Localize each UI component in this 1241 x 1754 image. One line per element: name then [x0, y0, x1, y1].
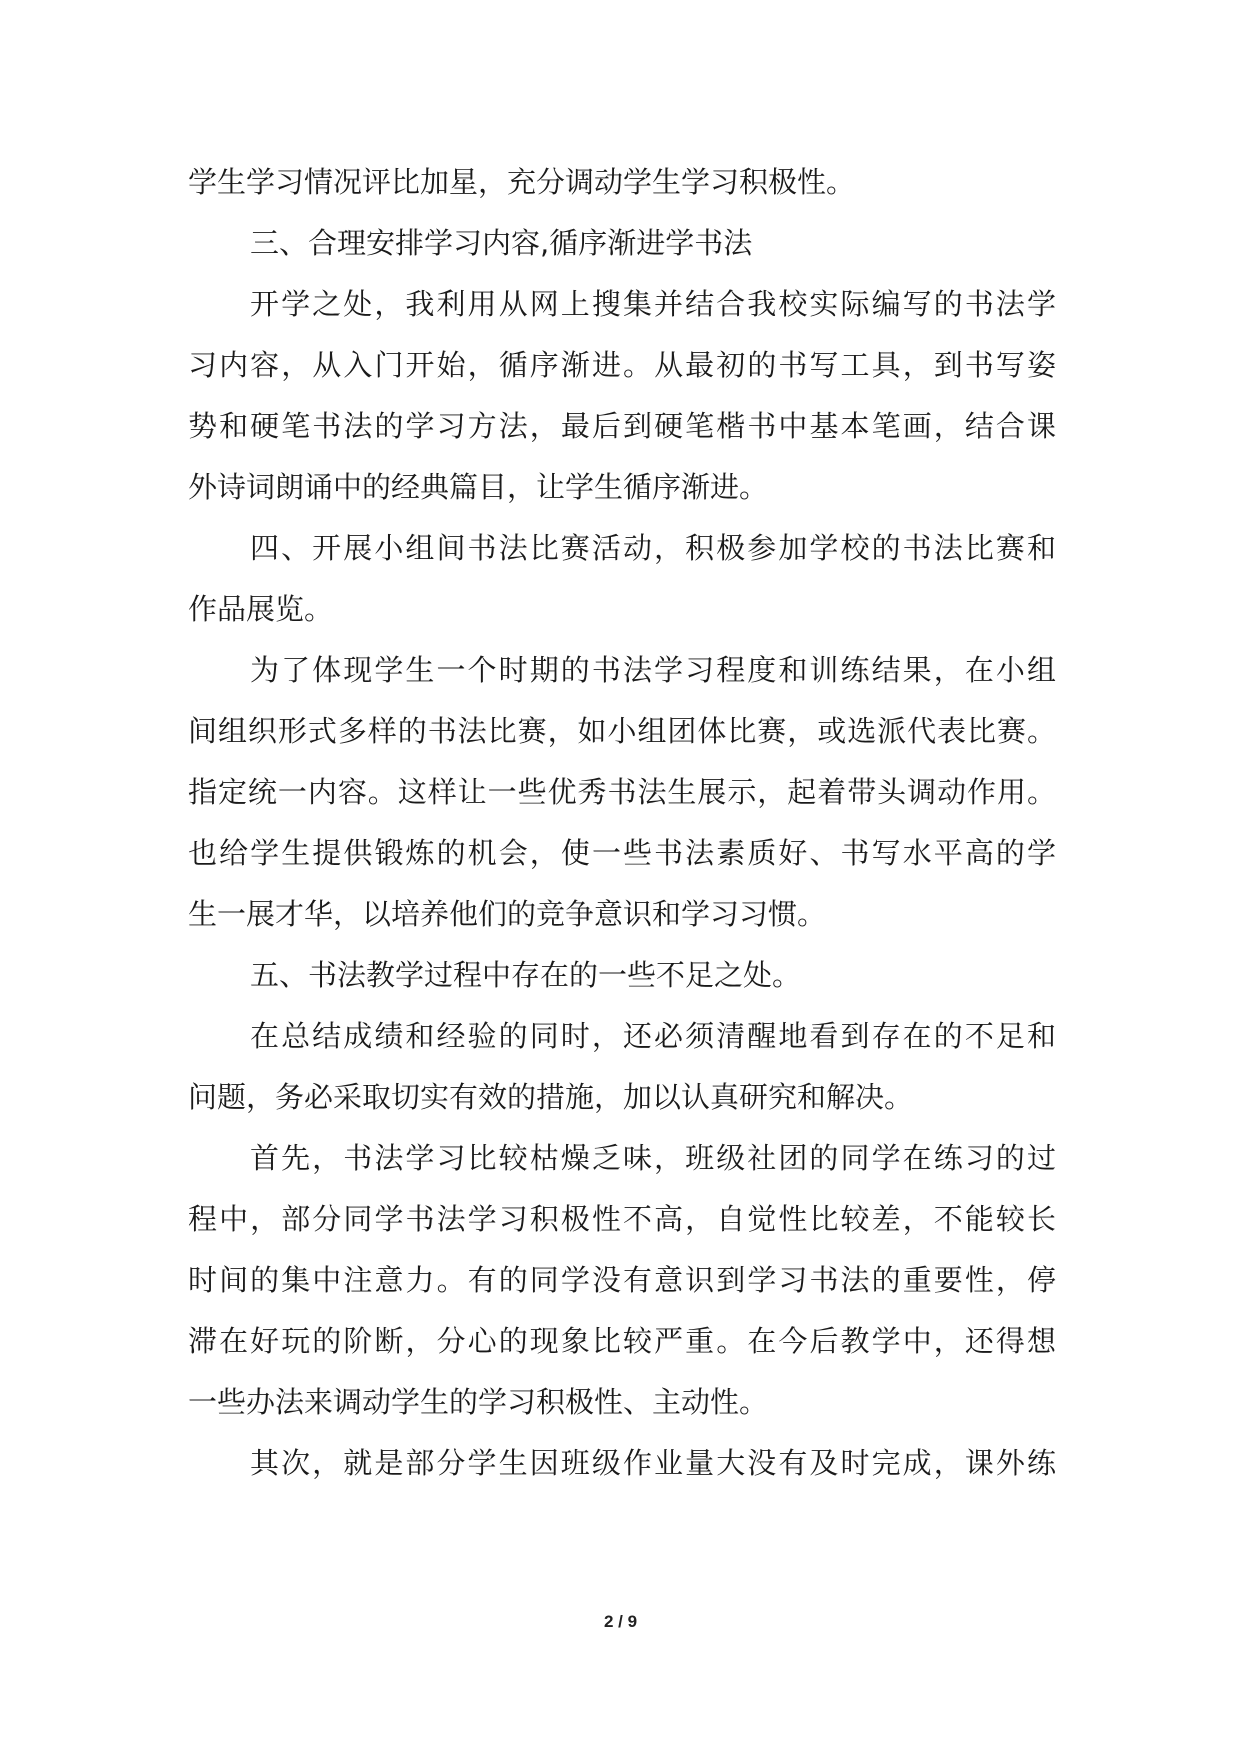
paragraph — [188, 1128, 1056, 1433]
document-body — [188, 152, 1056, 1494]
text-line: 时间的集中注意力。有的同学没有意识到学习书法的重要性，停 — [188, 1263, 1056, 1297]
text-line: 作品展览。 — [188, 592, 334, 626]
text-line: 程中，部分同学书法学习积极性不高，自觉性比较差，不能较长 — [188, 1202, 1056, 1236]
text-line: 间组织形式多样的书法比赛，如小组团体比赛，或选派代表比赛。 — [188, 714, 1056, 748]
text-line: 滞在好玩的阶断，分心的现象比较严重。在今后教学中，还得想 — [188, 1324, 1056, 1358]
paragraph — [188, 945, 1056, 1006]
text-line: 问题，务必采取切实有效的措施，加以认真研究和解决。 — [188, 1080, 914, 1114]
paragraph — [188, 518, 1056, 640]
text-line: 三、合理安排学习内容,循序渐进学书法 — [250, 226, 753, 260]
text-line: 四、开展小组间书法比赛活动，积极参加学校的书法比赛和 — [250, 531, 1056, 565]
paragraph — [188, 1006, 1056, 1128]
text-line: 习内容，从入门开始，循序渐进。从最初的书写工具，到书写姿 — [188, 348, 1056, 382]
paragraph — [188, 274, 1056, 518]
text-line: 势和硬笔书法的学习方法，最后到硬笔楷书中基本笔画，结合课 — [188, 409, 1056, 443]
text-line: 学生学习情况评比加星，充分调动学生学习积极性。 — [188, 165, 856, 199]
text-line: 其次，就是部分学生因班级作业量大没有及时完成，课外练 — [250, 1446, 1056, 1480]
text-line: 指定统一内容。这样让一些优秀书法生展示，起着带头调动作用。 — [188, 775, 1056, 809]
paragraph — [188, 213, 1056, 274]
text-line: 在总结成绩和经验的同时，还必须清醒地看到存在的不足和 — [250, 1019, 1056, 1053]
text-line: 也给学生提供锻炼的机会，使一些书法素质好、书写水平高的学 — [188, 836, 1056, 870]
text-line: 生一展才华，以培养他们的竞争意识和学习习惯。 — [188, 897, 827, 931]
paragraph — [188, 640, 1056, 945]
paragraph — [188, 1433, 1056, 1494]
text-line: 为了体现学生一个时期的书法学习程度和训练结果，在小组 — [250, 653, 1056, 687]
page-number: 2 / 9 — [603, 1612, 638, 1631]
text-line: 五、书法教学过程中存在的一些不足之处。 — [250, 958, 802, 992]
text-line: 开学之处，我利用从网上搜集并结合我校实际编写的书法学 — [250, 287, 1056, 321]
text-line: 一些办法来调动学生的学习积极性、主动性。 — [188, 1385, 769, 1419]
paragraph — [188, 152, 1056, 213]
text-line: 首先，书法学习比较枯燥乏味，班级社团的同学在练习的过 — [250, 1141, 1056, 1175]
text-line: 外诗词朗诵中的经典篇目，让学生循序渐进。 — [188, 470, 769, 504]
